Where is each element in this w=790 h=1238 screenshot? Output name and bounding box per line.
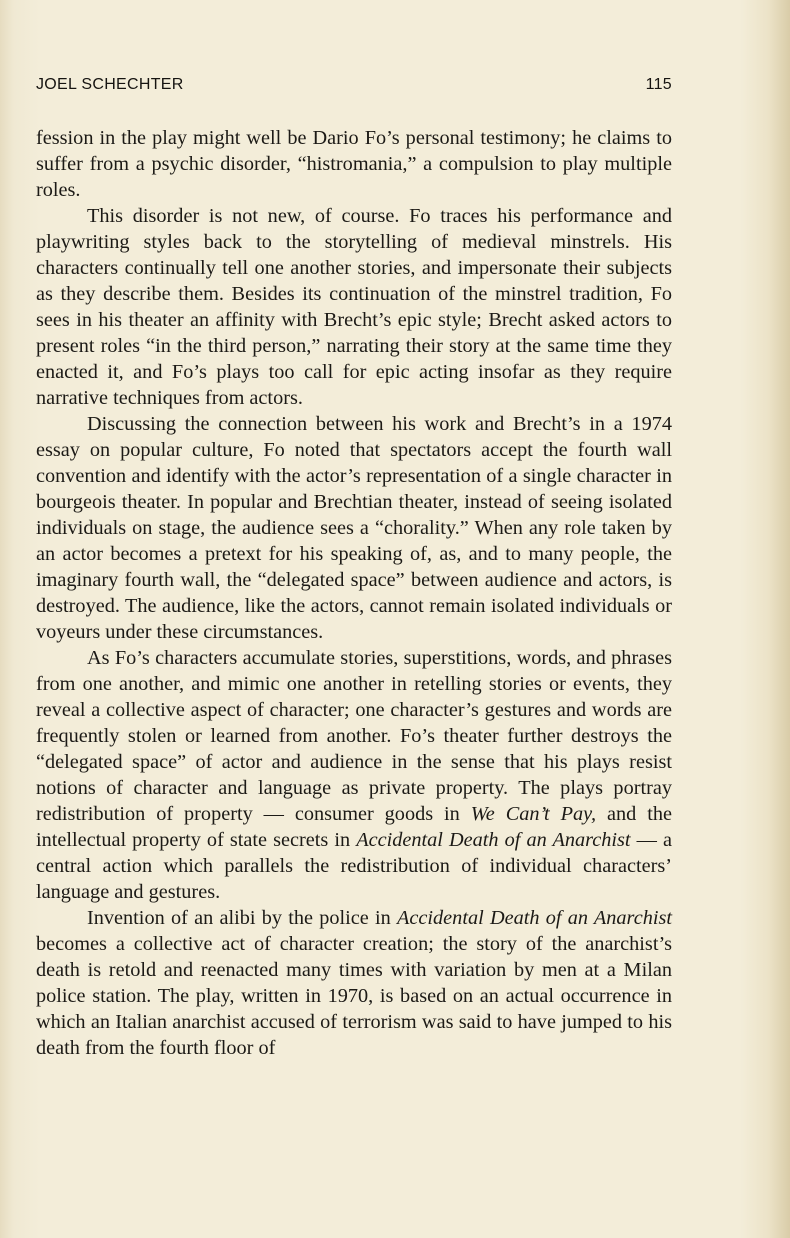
paragraph-2: This disorder is not new, of course. Fo traces his performance and playwriting styles back to the storytelling of medieval minstrels. His characters continually tell one another stories, and impersonate their subjects as they describe them. Besides its continuation of the minstrel tradition, Fo sees in his theater an affinity with Brecht’s epic style; Brecht asked actors to present roles “in the third person,” narrating their story at the same time they enacted it, and Fo’s plays too call for epic acting insofar as they require narrative techniques from actors.: [36, 205, 672, 409]
paragraph-5: [36, 905, 672, 1061]
paragraph-4: [36, 645, 672, 905]
running-head-author: JOEL SCHECHTER: [36, 76, 184, 93]
play-title-accidental-death-2: Accidental Death of an Anarchist: [397, 907, 673, 929]
play-title-accidental-death: Accidental Death of an Anarchist: [356, 829, 631, 851]
body-text: [36, 125, 672, 1061]
paragraph-3: Discussing the connection between his work and Brecht’s in a 1974 essay on popular culture, Fo noted that spectators accept the fourth wall convention and identify with the actor’s representation of a single character in bourgeois theater. In popular and Brechtian theater, instead of seeing isolated individuals on stage, the audience sees a “chorality.” When any role taken by an actor becomes a pretext for his speaking of, as, and to many people, the imaginary fourth wall, the “delegated space” between audience and actors, is destroyed. The audience, like the actors, cannot remain isolated individuals or voyeurs under these circumstances.: [36, 413, 672, 643]
paragraph-4-text-c: — a central action which parallels the redistribution of individual characters’ language and gestures.: [36, 829, 672, 903]
paragraph-4-text-a: As Fo’s characters accumulate stories, superstitions, words, and phrases from one another, and mimic one another in retelling stories or events, they reveal a collective aspect of character; one character’s gestures and words are frequently stolen or learned from another. Fo’s theater further destroys the “delegated space” of actor and audience in the sense that his plays resist notions of character and language as private property. The plays portray redistribution of property — consumer goods in: [36, 647, 672, 825]
paragraph-4-text-b: and the intellectual property of state secrets in: [36, 803, 672, 851]
paragraph-5-text-b: becomes a collective act of character creation; the story of the anarchist’s death is retold and reenacted many times with variation by men at a Milan police station. The play, written in 1970, is based on an actual occurrence in which an Italian anarchist accused of terrorism was said to have jumped to his death from the fourth floor of: [36, 933, 672, 1059]
paragraph-5-text-a: Invention of an alibi by the police in: [87, 907, 398, 929]
page-number: 115: [645, 76, 672, 93]
paragraph-1: fession in the play might well be Dario Fo’s personal testimony; he claims to suffer from a psychic disorder, “histromania,” a compulsion to play multiple roles.: [36, 127, 672, 201]
play-title-we-cant-pay: We Can’t Pay,: [470, 803, 597, 825]
